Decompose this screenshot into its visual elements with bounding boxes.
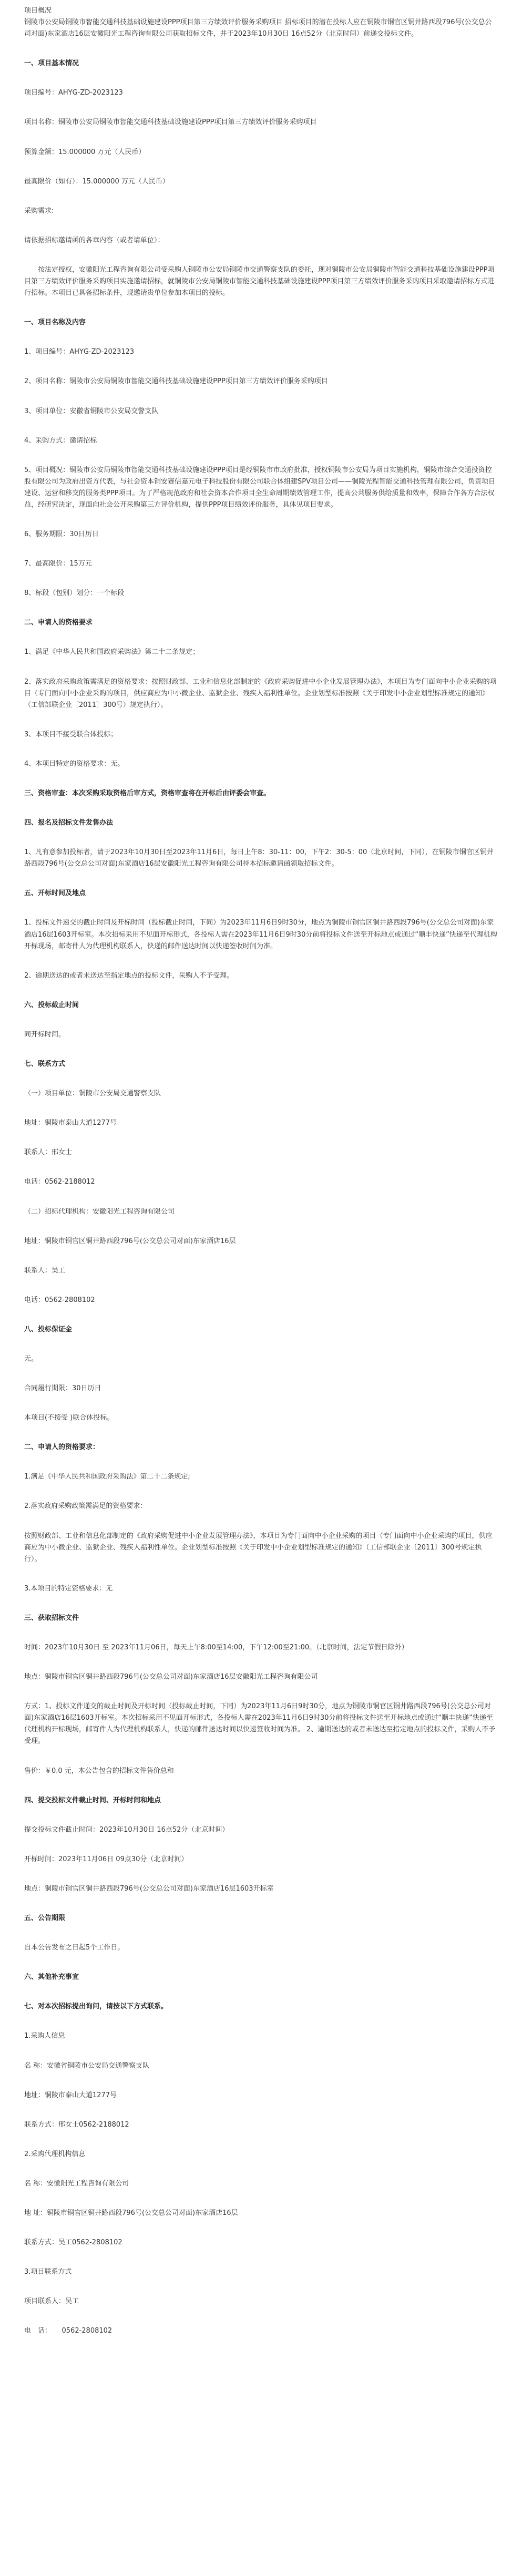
section-heading: 二、申请人的资格要求： [24, 1443, 100, 1452]
paragraph: 地 址：铜陵市铜官区铜井路西段796号(公交总公司对面)东家酒店16层 [24, 2209, 238, 2217]
paragraph-spacer [24, 2131, 498, 2149]
paragraph-spacer [24, 799, 498, 817]
section-heading: 一、项目基本情况 [24, 59, 79, 68]
section-heading: 四、报名及招标文件发售办法 [24, 819, 114, 827]
paragraph-spacer [24, 1188, 498, 1206]
paragraph: 请依据招标邀请函的各章内容（或者请单位）： [24, 236, 165, 244]
paragraph: 合同履行期限：30日历日 [24, 1384, 101, 1393]
paragraph-spacer [24, 2307, 498, 2325]
paragraph-spacer [24, 1365, 498, 1383]
paragraph: 2、逾期送达的或者未送达至指定地点的投标文件，采购人不予受理。 [24, 971, 234, 980]
paragraph: 按照财政部、工业和信息化部制定的《政府采购促进中小企业发展管理办法》，本项目为专门面向中小企业采购的项目（专门面向中小企业采购的项目，供应商应为中小微企业、监狱企业、残疾人福利性单位。企业划型标准按照《关于印发中小企业划型标准规定的通知》（工信部联企业〔2011〕300号规定执行）。 [24, 1532, 493, 1563]
paragraph: （二）招标代理机构：安徽阳光工程咨询有限公司 [24, 1207, 175, 1216]
paragraph-spacer [24, 2043, 498, 2060]
paragraph-spacer [24, 358, 498, 376]
paragraph-spacer [24, 1453, 498, 1471]
paragraph-spacer [24, 417, 498, 435]
paragraph-spacer [24, 99, 498, 117]
paragraph-spacer [24, 741, 498, 758]
paragraph-spacer [24, 1807, 498, 1824]
paragraph: 1、凡有意参加投标者，请于2023年10月30日至2023年11月6日，每日上午8：30-11：00，下午2：30-5：00（北京时间，下同），在铜陵市铜官区铜井路西段796号(公交总公司对面)东家酒店16层安徽阳光工程咨询有限公司持本招标邀请函领取招标文件。 [24, 848, 494, 868]
paragraph: 地点：铜陵市铜官区铜井路西段796号(公交总公司对面)东家酒店16层安徽阳光工程咨询有限公司 [24, 1673, 318, 1681]
paragraph: 按法定授权，安徽阳光工程咨询有限公司受采购人铜陵市公安局铜陵市交通警察支队的委托，现对铜陵市公安局铜陵市智能交通科技基础设施建设PPP项目第三方绩效评价服务采购项目实施邀请招标，就铜陵市公安局铜陵市智能交通科技基础设施建设PPP项目第三方绩效评价服务采购项目采取邀请招标方式进行招标。本项目已具备招标条件，现邀请贵单位参加本项目的投标。 [24, 265, 495, 297]
paragraph-spacer [24, 770, 498, 788]
paragraph: 4、采购方式：邀请招标 [24, 436, 97, 445]
paragraph-spacer [24, 447, 498, 465]
paragraph: 4、本项目特定的资格要求：无。 [24, 760, 125, 768]
paragraph: 开标时间：2023年11月06日 09点30分（北京时间） [24, 1855, 188, 1863]
paragraph: 1、满足《中华人民共和国政府采购法》第二十二条规定； [24, 648, 200, 656]
paragraph-spacer [24, 158, 498, 176]
paragraph: 名 称：安徽阳光工程咨询有限公司 [24, 2179, 129, 2188]
paragraph-spacer [24, 1983, 498, 2001]
section-heading: 五、公告期限 [24, 1914, 66, 1923]
paragraph: 2.落实政府采购政策需满足的资格要求： [24, 1502, 147, 1511]
paragraph: 2.采购代理机构信息 [24, 2150, 86, 2158]
paragraph: 地点：铜陵市铜官区铜井路西段796号(公交总公司对面)东家酒店16层1603开标室 [24, 1884, 274, 1893]
paragraph: 6、服务期限：30日历日 [24, 530, 99, 539]
paragraph-spacer [24, 899, 498, 917]
paragraph-spacer [24, 1158, 498, 1176]
paragraph: 时间：2023年10月30日 至 2023年11月06日，每天上午8:00至14:00，下午12:00至21:00。（北京时间，法定节假日除外） [24, 1644, 408, 1651]
paragraph: 5、项目概况：铜陵市公安局铜陵市智能交通科技基础设施建设PPP项目是经铜陵市市政府批准，授权铜陵市公安局为项目实施机构，铜陵市综合交通投资控股有限公司为政府出资方代表，与社会资本铜安赛信嘉元电子科技股份有限公司联合体组建SPV项目公司——铜陵光程智能交通科技管理有限公司，负责项目建设、运营和移交的服务类PPP项目。为了严格规范政府和社会资本合作项目全生命周期绩效管理工作，提高公共服务供给质量和效率，保障合作各方合法权益，经研究决定，现面向社会公开采购第三方评价机构，提供PPP项目绩效评价服务，具体见项目要求。 [24, 466, 495, 509]
paragraph: 售价：￥0.0 元，本公告包含的招标文件售价总和 [24, 1767, 174, 1775]
paragraph-spacer [24, 2072, 498, 2090]
section-heading: 七、对本次招标提出询问，请按以下方式联系。 [24, 2003, 168, 2011]
section-heading: 二、申请人的资格要求 [24, 619, 93, 627]
paragraph: 3.项目联系方式 [24, 2268, 72, 2276]
paragraph: 联系人：吴工 [24, 1266, 66, 1275]
paragraph-spacer [24, 1624, 498, 1642]
paragraph: 最高限价（如有）：15.000000 万元（人民币） [24, 177, 169, 186]
paragraph-spacer [24, 952, 498, 970]
paragraph-spacer [24, 1595, 498, 1613]
paragraph-spacer [24, 1513, 498, 1531]
paragraph-spacer [24, 1683, 498, 1701]
paragraph: 7、最高限价：15万元 [24, 560, 92, 568]
section-heading: 三、获取招标文件 [24, 1614, 79, 1622]
paragraph-spacer [24, 1483, 498, 1501]
section-heading: 六、其他补充事宜 [24, 1973, 79, 1982]
paragraph-spacer [24, 1565, 498, 1583]
paragraph: 本项目(不接受 )联合体投标。 [24, 1414, 114, 1422]
paragraph: 8、标段（包别）划分：一个标段 [24, 589, 125, 598]
section-heading: 七、联系方式 [24, 1060, 66, 1069]
paragraph: 1、投标文件递交的截止时间及开标时间（投标截止时间，下同）为2023年11月6日9时30分，地点为铜陵市铜官区铜井路西段796号(公交总公司对面)东家酒店16层1603开标室。本次招标采用不见面开标形式，各投标人需在2023年11月6日9时30分前将投标文件送至开标地点或通过“顺丰快递”快递至代理机构开标现场，邮寄件人为代理机构联系人，快递的邮件送达时间以快递签收时间为准。 [24, 919, 497, 950]
paragraph-spacer [24, 1394, 498, 1412]
paragraph-spacer [24, 570, 498, 588]
paragraph-spacer [24, 511, 498, 529]
section-heading: 五、开标时间及地点 [24, 889, 86, 898]
paragraph: 项目概况 [24, 7, 52, 15]
paragraph: 地址：铜陵市铜官区铜井路西段796号(公交总公司对面)东家酒店16层 [24, 1237, 236, 1245]
paragraph-spacer [24, 599, 498, 617]
paragraph: 无。 [24, 1354, 38, 1363]
section-heading: 四、提交投标文件截止时间、开标时间和地点 [24, 1796, 161, 1804]
paragraph: 自本公告发布之日起5个工作日。 [24, 1944, 125, 1952]
paragraph: 采购需求: [24, 207, 54, 215]
paragraph: 联系方式：吴工0562-2808102 [24, 2239, 122, 2247]
paragraph-spacer [24, 1336, 498, 1353]
paragraph: 地址：铜陵市泰山大道1277号 [24, 2091, 117, 2099]
paragraph-spacer [24, 711, 498, 729]
paragraph: 同开标时间。 [24, 1030, 66, 1039]
paragraph-spacer [24, 1865, 498, 1883]
paragraph-spacer [24, 2278, 498, 2296]
paragraph: 1、项目编号：AHYG-ZD-2023123 [24, 348, 135, 356]
paragraph-spacer [24, 69, 498, 87]
paragraph-spacer [24, 870, 498, 888]
paragraph-spacer [24, 2249, 498, 2266]
paragraph-spacer [24, 40, 498, 58]
paragraph: 电话：0562-2188012 [24, 1178, 95, 1186]
paragraph-spacer [24, 1836, 498, 1854]
paragraph-spacer [24, 1247, 498, 1265]
paragraph: 2、落实政府采购政策需满足的资格要求：按照财政部、工业和信息化部制定的《政府采购促进中小企业发展管理办法》，本项目为专门面向中小企业采购的项目（专门面向中小企业采购的项目，供应商应为中小微企业、监狱企业、残疾人福利性单位。企业划型标准按照《关于印发中小企业划型标准规定的通知》（工信部联企业〔2011〕300号）规定执行）。 [24, 678, 497, 709]
paragraph-spacer [24, 1129, 498, 1147]
paragraph-spacer [24, 659, 498, 676]
paragraph-spacer [24, 1895, 498, 1913]
paragraph-spacer [24, 2160, 498, 2178]
paragraph-spacer [24, 1011, 498, 1029]
paragraph-spacer [24, 299, 498, 317]
paragraph: 联系人：邢女士 [24, 1148, 73, 1157]
paragraph: 3、本项目不接受联合体投标； [24, 730, 118, 738]
paragraph-spacer [24, 217, 498, 235]
section-heading: 八、投标保证金 [24, 1325, 73, 1333]
paragraph-spacer [24, 1954, 498, 1972]
paragraph: 项目编号：AHYG-ZD-2023123 [24, 89, 123, 97]
paragraph: 1.满足《中华人民共和国政府采购法》第二十二条规定; [24, 1473, 190, 1481]
paragraph-spacer [24, 1070, 498, 1088]
paragraph-spacer [24, 188, 498, 206]
paragraph-spacer [24, 247, 498, 264]
section-heading: 一、项目名称及内容 [24, 319, 86, 327]
paragraph-spacer [24, 982, 498, 1000]
paragraph: 项目联系人：吴工 [24, 2297, 79, 2306]
paragraph-spacer [24, 1306, 498, 1324]
paragraph-spacer [24, 1218, 498, 1236]
paragraph: 电 话： 0562-2808102 [24, 2327, 112, 2335]
paragraph: 1.采购人信息 [24, 2032, 65, 2040]
paragraph: 项目名称：铜陵市公安局铜陵市智能交通科技基础设施建设PPP项目第三方绩效评价服务采购项目 [24, 118, 317, 127]
paragraph-spacer [24, 1424, 498, 1442]
paragraph: 铜陵市公安局铜陵市智能交通科技基础设施建设PPP项目第三方绩效评价服务采购项目 招标项目的潜在投标人应在铜陵市铜官区铜井路西段796号(公交总公司对面)东家酒店16层安徽阳光工程咨询有限公司获取招标文件，并于2023年10月30日 16点52分（北京时间）前递交投标文件。 [24, 18, 492, 38]
paragraph: 名 称：安徽省铜陵市公安局交通警察支队 [24, 2061, 150, 2070]
paragraph-spacer [24, 329, 498, 346]
paragraph: 地址：铜陵市泰山大道1277号 [24, 1119, 117, 1127]
paragraph-spacer [24, 829, 498, 847]
paragraph-spacer [24, 1041, 498, 1059]
paragraph-spacer [24, 2219, 498, 2237]
paragraph-spacer [24, 1277, 498, 1295]
paragraph: 3、项目单位：安徽省铜陵市公安局交警支队 [24, 407, 159, 415]
paragraph: 预算金额：15.000000 万元（人民币） [24, 148, 146, 156]
paragraph-spacer [24, 540, 498, 558]
section-heading: 六、投标截止时间 [24, 1001, 79, 1009]
paragraph-spacer [24, 1654, 498, 1671]
paragraph-spacer [24, 1777, 498, 1795]
paragraph: （一）项目单位：铜陵市公安局交通警察支队 [24, 1090, 161, 1098]
paragraph-spacer [24, 2101, 498, 2119]
paragraph-spacer [24, 1924, 498, 1942]
section-heading: 三、资格审查：本次采购采取资格后审方式，资格审查将在开标后由评委会审查。 [24, 789, 271, 797]
paragraph: 2、项目名称：铜陵市公安局铜陵市智能交通科技基础设施建设PPP项目第三方绩效评价服务采购项目 [24, 377, 328, 386]
paragraph-spacer [24, 1100, 498, 1117]
paragraph-spacer [24, 1748, 498, 1766]
paragraph: 联系方式：邢女士0562-2188012 [24, 2120, 129, 2129]
paragraph-spacer [24, 2190, 498, 2208]
paragraph-spacer [24, 388, 498, 406]
paragraph-spacer [24, 129, 498, 147]
paragraph-spacer [24, 629, 498, 646]
paragraph: 3.本项目的特定资格要求：无 [24, 1584, 113, 1593]
paragraph-spacer [24, 2013, 498, 2030]
paragraph: 电话：0562-2808102 [24, 1296, 95, 1304]
paragraph: 提交投标文件截止时间：2023年10月30日 16点52分（北京时间） [24, 1825, 229, 1834]
paragraph: 方式：1、投标文件递交的截止时间及开标时间（投标截止时间，下同）为2023年11月6日9时30分，地点为铜陵市铜官区铜井路西段796号(公交总公司对面)东家酒店16层1603开标室。本次招标采用不见面开标形式，各投标人需在2023年11月6日9时30分前将投标文件送至开标地点或通过“顺丰快递”快递至代理机构开标现场，邮寄件人为代理机构联系人，快递的邮件送达时间以快递签收时间为准。 2、逾期送达的或者未送达至指定地点的投标文件，采购人不予受理。 [24, 1702, 496, 1746]
